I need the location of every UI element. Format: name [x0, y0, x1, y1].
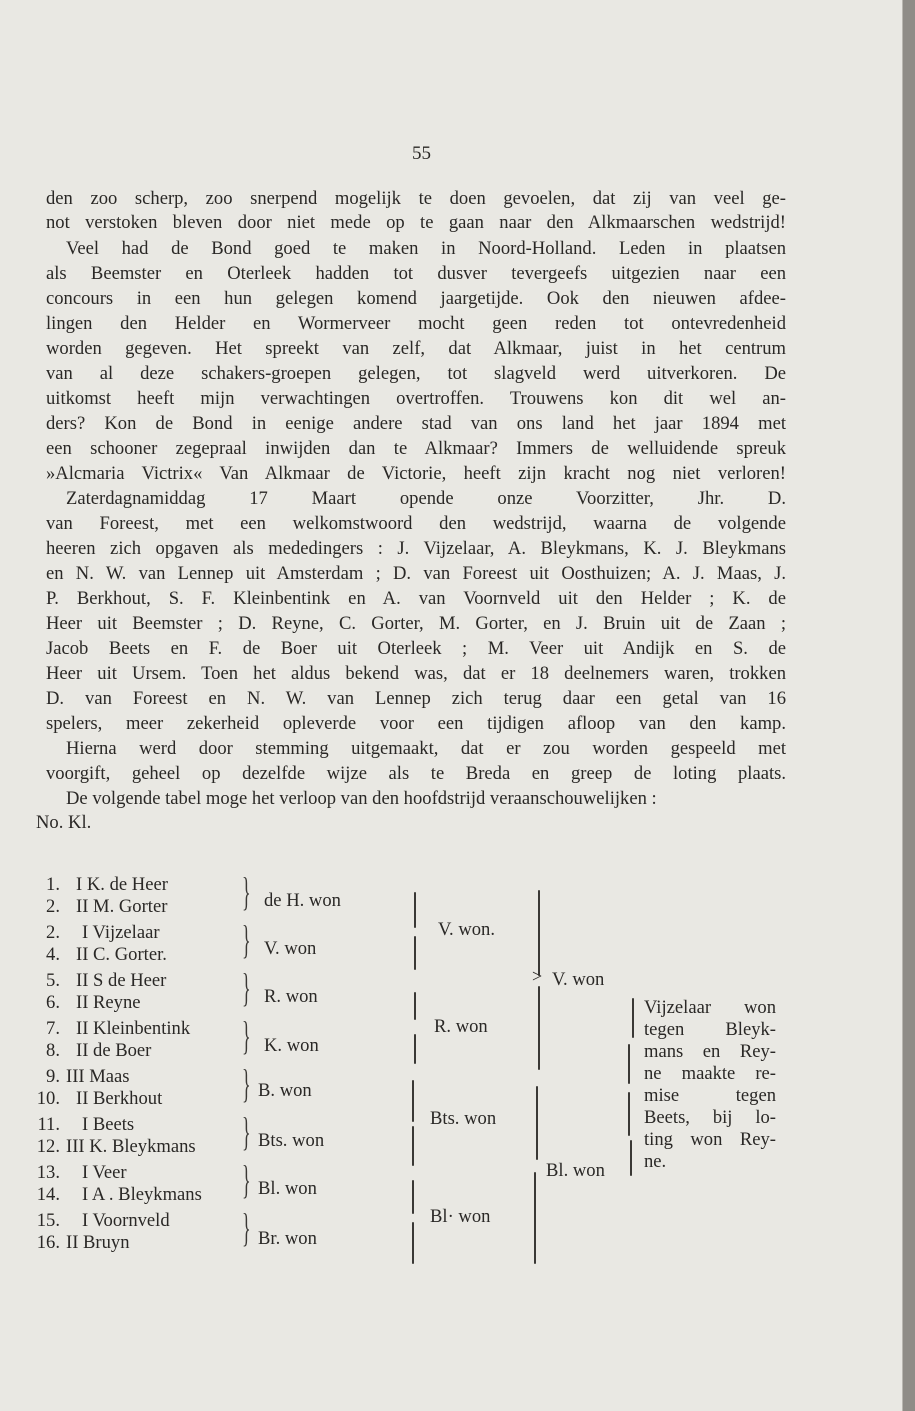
final-note-line: ne.: [644, 1151, 667, 1172]
player-entry: III K. Bleykmans: [66, 1136, 196, 1157]
text-line: Zaterdagnamiddag 17 Maart opende onze Voorzitter, Jhr. D.: [66, 488, 786, 509]
text-line: van al deze schakers-groepen gelegen, tot slagveld werd uitverkoren. De: [46, 363, 786, 384]
player-entry: II Berkhout: [76, 1088, 163, 1109]
pair-bracket: }: [242, 1157, 251, 1202]
bracket-line: [412, 1080, 414, 1122]
round2-result: Bts. won: [430, 1108, 497, 1129]
player-entry: II C. Gorter.: [76, 944, 167, 965]
text-line: voorgift, geheel op dezelfde wijze als te Breda en greep de loting plaats.: [46, 763, 786, 784]
text-line: lingen den Helder en Wormerveer mocht geen reden tot ontevredenheid: [46, 313, 786, 334]
player-number: 5.: [46, 970, 60, 991]
player-entry: I Veer: [82, 1162, 127, 1183]
round1-result: Bts. won: [258, 1130, 325, 1151]
text-line: uitkomst heeft mijn verwachtingen overtroffen. Trouwens kon dit wel an-: [46, 388, 786, 409]
round1-result: B. won: [258, 1080, 312, 1101]
player-number: 16.: [36, 1232, 60, 1253]
player-number: 10.: [36, 1088, 60, 1109]
pair-bracket: }: [242, 1061, 251, 1106]
round1-result: R. won: [264, 986, 318, 1007]
text-line: als Beemster en Oterleek hadden tot dusver tevergeefs uitgezien naar een: [46, 263, 786, 284]
player-entry: II de Boer: [76, 1040, 152, 1061]
bracket-line: [630, 1140, 632, 1176]
round2-result: V. won.: [438, 919, 495, 940]
player-entry: I Voornveld: [82, 1210, 170, 1231]
pair-bracket: }: [242, 869, 251, 914]
table-header: No. Kl.: [36, 812, 92, 833]
round1-result: de H. won: [264, 890, 341, 911]
bracket-line: [412, 1222, 414, 1264]
player-number: 15.: [36, 1210, 60, 1231]
page-number: 55: [412, 143, 431, 164]
round1-result: V. won: [264, 938, 317, 959]
round2-result: Bl· won: [430, 1206, 491, 1227]
player-number: 4.: [46, 944, 60, 965]
round1-result: Bl. won: [258, 1178, 317, 1199]
player-number: 14.: [36, 1184, 60, 1205]
player-entry: II Kleinbentink: [76, 1018, 191, 1039]
text-line: P. Berkhout, S. F. Kleinbentink en A. van Voornveld uit den Helder ; K. de: [46, 588, 786, 609]
player-entry: I A . Bleykmans: [82, 1184, 202, 1205]
player-entry: I K. de Heer: [76, 874, 168, 895]
bracket-line: [414, 892, 416, 928]
round3-result: Bl. won: [546, 1160, 605, 1181]
bracket-line: [534, 1172, 536, 1264]
text-line: ders? Kon de Bond in eenige andere stad van ons land het jaar 1894 met: [46, 413, 786, 434]
text-line: den zoo scherp, zoo snerpend mogelijk te doen gevoelen, dat zij van veel ge-: [46, 188, 786, 209]
bracket-line: [628, 1044, 630, 1084]
player-entry: II M. Gorter: [76, 896, 168, 917]
player-entry: II Bruyn: [66, 1232, 130, 1253]
player-number: 9.: [46, 1066, 60, 1087]
final-note-line: ting won Rey-: [644, 1129, 776, 1150]
player-number: 6.: [46, 992, 60, 1013]
round2-result: R. won: [434, 1016, 488, 1037]
pair-bracket: }: [242, 917, 251, 962]
final-note-line: Beets, bij lo-: [644, 1107, 776, 1128]
round1-result: Br. won: [258, 1228, 317, 1249]
bracket-line: [632, 998, 634, 1038]
pair-bracket: }: [242, 965, 251, 1010]
bracket-line: [538, 986, 540, 1070]
player-entry: I Vijzelaar: [82, 922, 160, 943]
text-line: Hierna werd door stemming uitgemaakt, dat er zou worden gespeeld met: [66, 738, 786, 759]
pair-bracket: }: [242, 1205, 251, 1250]
text-line: »Alcmaria Victrix« Van Alkmaar de Victorie, heeft zijn kracht nog niet verloren!: [46, 463, 786, 484]
round3-result: V. won: [552, 969, 605, 990]
player-number: 11.: [37, 1114, 60, 1135]
player-number: 7.: [46, 1018, 60, 1039]
text-line: De volgende tabel moge het verloop van den hoofdstrijd veraanschouwelijken :: [66, 788, 657, 809]
player-entry: II Reyne: [76, 992, 141, 1013]
text-line: een schooner zegepraal inwijden dan te Alkmaar? Immers de welluidende spreuk: [46, 438, 786, 459]
text-line: en N. W. van Lennep uit Amsterdam ; D. van Foreest uit Oosthuizen; A. J. Maas, J.: [46, 563, 786, 584]
bracket-line: [414, 936, 416, 970]
player-number: 1.: [46, 874, 60, 895]
pair-bracket: }: [242, 1109, 251, 1154]
bracket-point: >: [532, 966, 543, 986]
player-entry: III Maas: [66, 1066, 130, 1087]
bracket-line: [414, 1034, 416, 1064]
bracket-line: [538, 890, 540, 976]
bracket-line: [536, 1086, 538, 1160]
bracket-line: [412, 1126, 414, 1166]
text-line: Heer uit Ursem. Toen het aldus bekend was, dat er 18 deelnemers waren, trokken: [46, 663, 786, 684]
player-number: 2.: [46, 922, 60, 943]
text-line: van Foreest, met een welkomstwoord den wedstrijd, waarna de volgende: [46, 513, 786, 534]
bracket-line: [414, 992, 416, 1020]
player-entry: I Beets: [82, 1114, 135, 1135]
final-note-line: mans en Rey-: [644, 1041, 776, 1062]
bracket-line: [412, 1180, 414, 1214]
final-note-line: Vijzelaar won: [644, 997, 776, 1018]
bracket-line: [628, 1092, 630, 1136]
player-number: 13.: [36, 1162, 60, 1183]
final-note-line: ne maakte re-: [644, 1063, 776, 1084]
text-line: D. van Foreest en N. W. van Lennep zich terug daar een getal van 16: [46, 688, 786, 709]
pair-bracket: }: [242, 1013, 251, 1058]
player-number: 8.: [46, 1040, 60, 1061]
round1-result: K. won: [264, 1035, 319, 1056]
player-number: 2.: [46, 896, 60, 917]
player-entry: II S de Heer: [76, 970, 167, 991]
text-line: Heer uit Beemster ; D. Reyne, C. Gorter, M. Gorter, en J. Bruin uit de Zaan ;: [46, 613, 786, 634]
text-line: Jacob Beets en F. de Boer uit Oterleek ; M. Veer uit Andijk en S. de: [46, 638, 786, 659]
text-line: heeren zich opgaven als mededingers : J. Vijzelaar, A. Bleykmans, K. J. Bleykmans: [46, 538, 786, 559]
text-line: Veel had de Bond goed te maken in Noord-Holland. Leden in plaatsen: [66, 238, 786, 259]
text-line: worden gegeven. Het spreekt van zelf, dat Alkmaar, juist in het centrum: [46, 338, 786, 359]
text-line: concours in een hun gelegen komend jaargetijde. Ook den nieuwen afdee-: [46, 288, 786, 309]
final-note-line: mise tegen: [644, 1085, 776, 1106]
text-line: spelers, meer zekerheid opleverde voor een tijdigen afloop van den kamp.: [46, 713, 786, 734]
player-number: 12.: [36, 1136, 60, 1157]
final-note-line: tegen Bleyk-: [644, 1019, 776, 1040]
text-line: not verstoken bleven door niet mede op te gaan naar den Alkmaarschen wedstrijd!: [46, 212, 786, 233]
